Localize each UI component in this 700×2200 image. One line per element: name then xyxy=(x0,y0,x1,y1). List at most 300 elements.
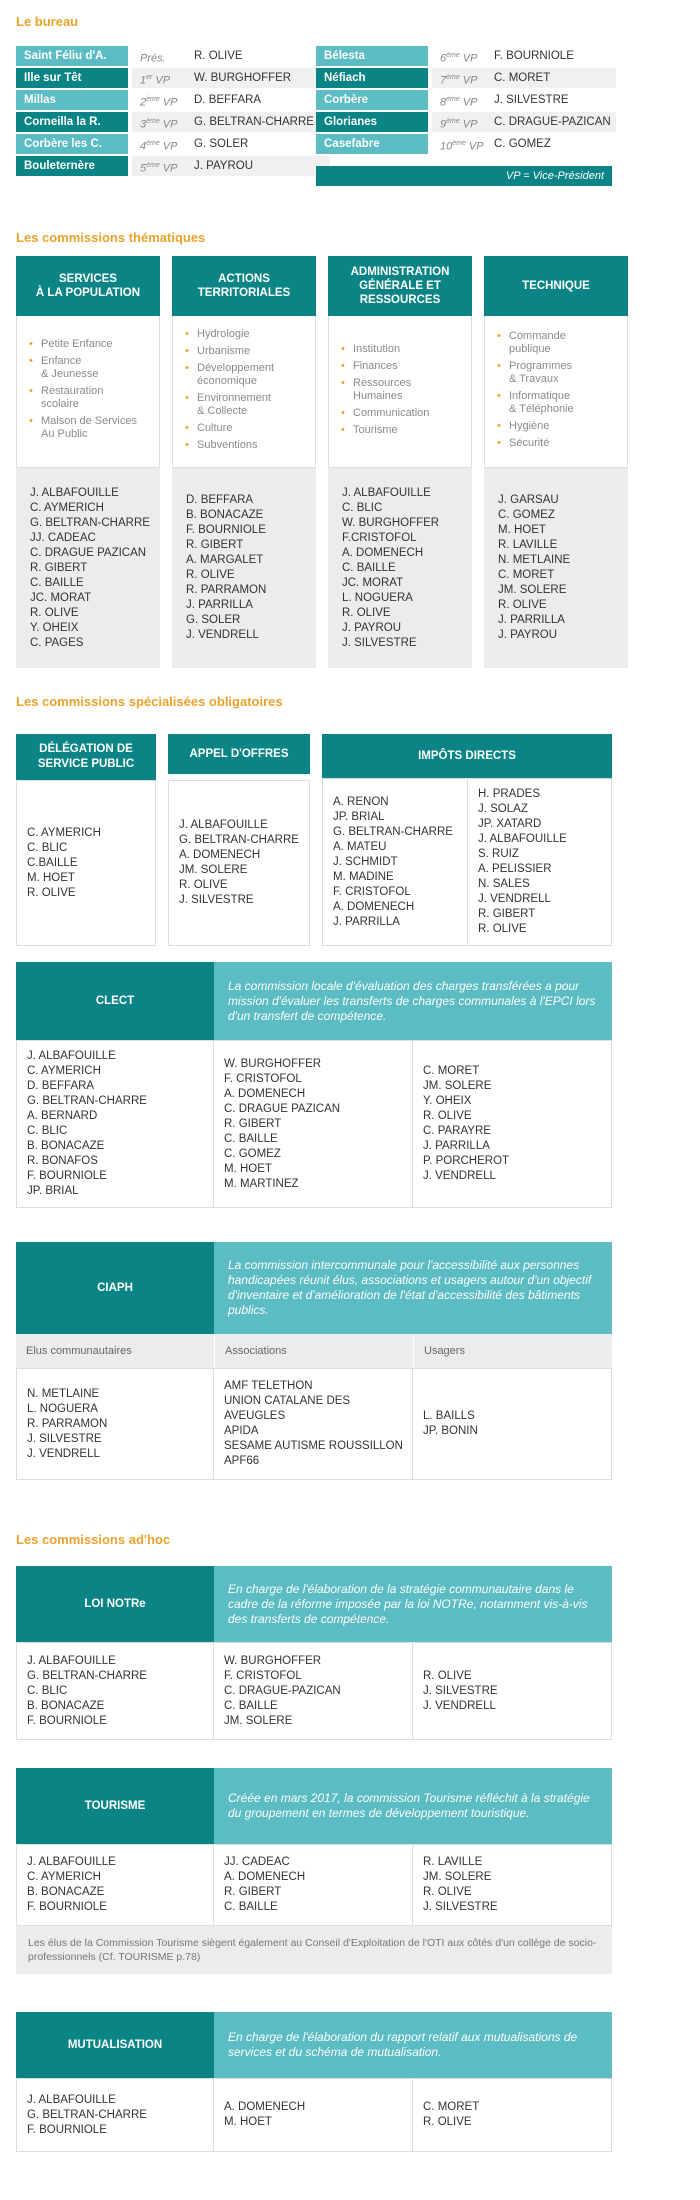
dsp-header-line: SERVICE PUBLIC xyxy=(37,758,135,770)
member-name: J. PARRILLA xyxy=(186,599,253,611)
topic-line: • Enfance xyxy=(41,355,82,367)
member-name: C. BLIC xyxy=(342,501,383,514)
bureau-role-number: Prés. xyxy=(140,52,166,65)
bureau-role xyxy=(132,90,186,110)
clect-members-col2 xyxy=(214,1040,413,1208)
member-name: W. BURGHOFFER xyxy=(342,516,440,529)
topic-item xyxy=(185,439,305,452)
member-name: H. PRADES xyxy=(478,788,540,800)
bureau-role-sup: ème xyxy=(446,96,460,103)
topic-item xyxy=(29,385,149,411)
mutualisation-description: En charge de l'élaboration du rapport relatif aux mutualisations de services et du schéma de mutualisation. xyxy=(214,2012,612,2078)
bureau-role xyxy=(432,134,486,154)
thematic-header-line: À LA POPULATION xyxy=(35,287,141,299)
member-name: J. SILVESTRE xyxy=(342,636,417,649)
mutualisation-members-col3 xyxy=(413,2078,612,2152)
topic-line: • Restauration xyxy=(41,385,104,397)
member-name: F. BOURNIOLE xyxy=(27,1170,107,1182)
member-name: C. BAILLE xyxy=(30,576,84,589)
thematic-members xyxy=(172,468,316,668)
mutualisation-members-col2 xyxy=(214,2078,413,2152)
member-name: JP. BRIAL xyxy=(27,1185,79,1197)
tourisme-members-col1 xyxy=(16,1844,214,1926)
bureau-role-suffix: VP xyxy=(459,52,478,65)
bureau-role-sup: ème xyxy=(146,162,160,169)
member-name: S. RUIZ xyxy=(478,848,519,860)
thematic-header-line: RESSOURCES xyxy=(359,294,441,306)
member-name: J. VENDRELL xyxy=(478,893,551,905)
topic-line: & Téléphonie xyxy=(509,402,574,415)
topic-item xyxy=(29,355,149,381)
topic-item xyxy=(185,392,305,418)
member-name: C. PARAYRE xyxy=(423,1125,491,1137)
ao-header: APPEL D'OFFRES xyxy=(168,734,310,774)
member-name: C. MORET xyxy=(423,2101,480,2113)
member-name: W. BURGHOFFER xyxy=(224,1654,322,1667)
bureau-commune: Bélesta xyxy=(316,46,428,66)
topic-line: • Finances xyxy=(353,359,398,372)
topic-line: • Informatique xyxy=(509,389,571,402)
member-name: C. PAGES xyxy=(30,636,84,649)
topic-line: & Travaux xyxy=(509,372,559,385)
thematic-members xyxy=(16,468,160,668)
member-name: M. HOET xyxy=(224,1162,272,1175)
member-name: R. OLIVE xyxy=(498,599,547,611)
bureau-person: F. BOURNIOLE xyxy=(486,46,616,66)
member-name: AMF TELETHON xyxy=(224,1380,313,1392)
bureau-role-number: 6 xyxy=(440,52,447,65)
topic-line: Au Public xyxy=(41,428,88,440)
bureau-person: C. MORET xyxy=(486,68,616,88)
tourisme-members-col2 xyxy=(214,1844,413,1926)
bureau-role-suffix: VP xyxy=(159,96,178,109)
member-name: JP. XATARD xyxy=(478,818,542,830)
thematic-header-line: ADMINISTRATION xyxy=(350,266,450,278)
bureau-role xyxy=(132,112,186,132)
notre-members-col2 xyxy=(214,1642,413,1740)
ciaph-header: CIAPH xyxy=(16,1242,214,1334)
member-name: J. PAYROU xyxy=(342,621,401,634)
topic-item xyxy=(185,328,305,341)
topic-line: • Communication xyxy=(353,406,430,419)
thematic-header-line: TECHNIQUE xyxy=(522,280,590,292)
topic-item xyxy=(185,345,305,358)
bureau-role xyxy=(132,68,186,88)
member-name: J. VENDRELL xyxy=(423,1699,496,1712)
thematic-header xyxy=(16,256,160,316)
member-name: J. SCHMIDT xyxy=(333,855,398,868)
member-name: R. GIBERT xyxy=(478,908,536,920)
topic-line: • Sécurité xyxy=(509,436,550,449)
bureau-person: G. BELTRAN-CHARRE xyxy=(186,112,330,132)
member-name: A. DOMENECH xyxy=(224,2101,306,2113)
member-name: A. DOMENECH xyxy=(224,1871,306,1883)
member-name: C. BLIC xyxy=(27,1125,68,1137)
member-name: C. MORET xyxy=(423,1065,480,1077)
topic-item xyxy=(341,424,461,437)
member-name: J. VENDRELL xyxy=(27,1447,100,1460)
bureau-role-number: 5 xyxy=(140,162,147,175)
topic-item xyxy=(497,420,617,433)
topic-list xyxy=(497,330,617,454)
clect-header: CLECT xyxy=(16,962,214,1040)
member-name: APIDA xyxy=(224,1425,259,1437)
ciaph-members-col2 xyxy=(214,1368,413,1480)
member-name: J. ALBAFOUILLE xyxy=(27,1654,116,1667)
bureau-person: C. GOMEZ xyxy=(486,134,616,154)
topic-item xyxy=(341,360,461,373)
topic-line: • Environnement xyxy=(197,391,271,404)
member-name: R. GIBERT xyxy=(224,1886,282,1898)
bureau-role-suffix: VP xyxy=(159,140,178,153)
bureau-role xyxy=(432,46,486,66)
member-name: A. RENON xyxy=(333,795,389,808)
member-name: F. CRISTOFOL xyxy=(333,885,411,898)
member-name: P. PORCHEROT xyxy=(423,1155,510,1167)
member-name: C. BAILLE xyxy=(342,561,396,574)
member-name: C. DRAGUE-PAZICAN xyxy=(224,1684,341,1697)
topic-line: • Institution xyxy=(353,342,401,355)
member-name: G. BELTRAN-CHARRE xyxy=(27,1669,147,1682)
bureau-role-sup: ème xyxy=(446,52,460,59)
member-name: J. SILVESTRE xyxy=(423,1684,498,1697)
bureau-role-number: 1 xyxy=(140,74,147,87)
bureau-person: D. BEFFARA xyxy=(186,90,330,110)
member-name: A. DOMENECH xyxy=(179,849,261,861)
member-name: R. OLIVE xyxy=(423,1886,472,1898)
vp-note: VP = Vice-Président xyxy=(316,166,612,186)
member-name: C. GOMEZ xyxy=(498,509,555,521)
member-name: L. NOGUERA xyxy=(27,1402,98,1415)
bureau-commune: Glorianes xyxy=(316,112,428,132)
member-name: APF66 xyxy=(224,1455,260,1467)
ciaph-members-col3 xyxy=(413,1368,612,1480)
dsp-header xyxy=(16,734,156,780)
member-name: F. BOURNIOLE xyxy=(27,1901,107,1913)
tourisme-members-col3 xyxy=(413,1844,612,1926)
bureau-role-suffix: VP xyxy=(459,74,478,87)
member-name: Y. OHEIX xyxy=(423,1095,472,1107)
thematic-header-line: SERVICES xyxy=(59,273,117,285)
member-name: JC. MORAT xyxy=(342,576,404,589)
bureau-role-sup: ème xyxy=(452,140,466,147)
member-name: J. ALBAFOUILLE xyxy=(478,833,567,845)
ciaph-sub-elus: Elus communautaires xyxy=(16,1334,214,1368)
bureau-role-suffix: VP xyxy=(465,140,484,153)
member-name: F. CRISTOFOL xyxy=(224,1669,302,1682)
topic-line: publique xyxy=(509,342,551,355)
thematic-members xyxy=(328,468,472,668)
bureau-person: C. DRAGUE-PAZICAN xyxy=(486,112,616,132)
member-name: J. ALBAFOUILLE xyxy=(27,2093,116,2106)
member-name: A. DOMENECH xyxy=(333,900,415,913)
topic-list xyxy=(29,338,149,445)
bureau-role xyxy=(132,46,186,66)
thematic-header-text xyxy=(522,279,590,293)
member-name: R. OLIVE xyxy=(179,879,228,891)
adhoc-title: Les commissions ad'hoc xyxy=(16,1532,171,1547)
topic-item xyxy=(497,360,617,386)
member-name: M. HOET xyxy=(498,524,546,536)
ciaph-description: La commission intercommunale pour l'accessibilité aux personnes handicapées réunit élus, associations et usagers autour d'un objectif d'inventaire et d'amélioration de l'état d'accessibilité des bâtiments publics. xyxy=(214,1242,612,1334)
member-name: R. OLIVE xyxy=(186,569,235,581)
bureau-role-number: 8 xyxy=(440,96,447,109)
member-name: L. BAILLS xyxy=(423,1410,475,1422)
notre-members-col1 xyxy=(16,1642,214,1740)
bureau-person: J. PAYROU xyxy=(186,156,330,176)
member-name: C. BAILLE xyxy=(224,1699,278,1712)
thematic-header-text xyxy=(198,272,290,300)
member-name: C. BAILLE xyxy=(224,1132,278,1145)
bureau-role-number: 3 xyxy=(140,118,147,131)
member-name: B. BONACAZE xyxy=(27,1886,105,1898)
member-name: J. PARRILLA xyxy=(333,915,400,928)
bureau-commune: Néfiach xyxy=(316,68,428,88)
member-name: JJ. CADEAC xyxy=(30,531,96,544)
member-name: J. VENDRELL xyxy=(423,1170,496,1182)
member-name: D. BEFFARA xyxy=(27,1080,95,1092)
member-name: C. BLIC xyxy=(27,841,68,854)
topic-list xyxy=(185,328,305,456)
member-name: JJ. CADEAC xyxy=(224,1856,290,1868)
clect-members-col1 xyxy=(16,1040,214,1208)
bureau-role xyxy=(432,90,486,110)
member-name: M. HOET xyxy=(224,2116,272,2128)
topic-line: • Hydrologie xyxy=(197,327,250,340)
bureau-role xyxy=(132,134,186,154)
member-name: B. BONACAZE xyxy=(186,509,264,521)
thematic-topics xyxy=(172,316,316,468)
bureau-role xyxy=(132,156,186,176)
dsp-header-line: DÉLÉGATION DE xyxy=(39,743,133,755)
impots-members-col2 xyxy=(468,778,612,946)
topic-item xyxy=(29,415,149,441)
member-name: R. OLIVE xyxy=(30,606,79,619)
bureau-person: W. BURGHOFFER xyxy=(186,68,330,88)
member-name: JM. SOLERE xyxy=(423,1871,492,1883)
member-name: C. BLIC xyxy=(27,1684,68,1697)
member-name: J. ALBAFOUILLE xyxy=(27,1050,116,1062)
topic-line: • Culture xyxy=(197,421,233,434)
member-name: F. BOURNIOLE xyxy=(27,1714,107,1727)
member-name: R. OLIVE xyxy=(478,923,527,935)
member-name: R. LAVILLE xyxy=(498,539,558,551)
member-name: JC. MORAT xyxy=(30,591,92,604)
thematic-topics xyxy=(16,316,160,468)
member-name: M. MADINE xyxy=(333,870,394,883)
member-name: R. PARRAMON xyxy=(186,584,267,596)
member-name: JP. BONIN xyxy=(423,1425,478,1437)
member-name: C. AYMERICH xyxy=(27,1065,101,1077)
topic-line: • Urbanisme xyxy=(197,344,251,357)
topic-line: & Collecte xyxy=(197,404,248,417)
notre-description: En charge de l'élaboration de la stratégie communautaire dans le cadre de la réforme imposée par la loi NOTRe, notamment vis-à-vis des transferts de compétence. xyxy=(214,1566,612,1642)
bureau-role-sup: er xyxy=(146,74,153,81)
thematic-header-line: GÉNÉRALE ET xyxy=(359,280,441,292)
bureau-role-suffix: VP xyxy=(159,162,178,175)
mutualisation-members-col1 xyxy=(16,2078,214,2152)
thematic-header xyxy=(328,256,472,316)
member-name: R. GIBERT xyxy=(224,1117,282,1130)
member-name: A. BERNARD xyxy=(27,1110,98,1122)
member-name: C. AYMERICH xyxy=(27,1871,101,1883)
topic-line: • Tourisme xyxy=(353,423,398,436)
member-name: J. GARSAU xyxy=(498,494,559,506)
ao-members xyxy=(168,780,310,946)
clect-members-col3 xyxy=(413,1040,612,1208)
member-name: C. DRAGUE PAZICAN xyxy=(224,1102,341,1115)
member-name: M. MARTINEZ xyxy=(224,1177,299,1190)
member-name: C. AYMERICH xyxy=(30,501,104,514)
bureau-role-number: 10 xyxy=(440,140,453,153)
bureau-role xyxy=(432,68,486,88)
topic-line: • Programmes xyxy=(509,359,572,372)
thematic-topics xyxy=(484,316,628,468)
topic-item xyxy=(185,362,305,388)
notre-header: LOI NOTRe xyxy=(16,1566,214,1642)
bureau-role-suffix: VP xyxy=(159,118,178,131)
thematic-members xyxy=(484,468,628,668)
member-name: R. OLIVE xyxy=(423,1110,472,1122)
bureau-role xyxy=(432,112,486,132)
member-name: J. VENDRELL xyxy=(186,629,259,641)
bureau-role-suffix: VP xyxy=(459,118,478,131)
member-name: A. MARGALET xyxy=(186,554,264,566)
bureau-person: J. SILVESTRE xyxy=(486,90,616,110)
member-name: J. SOLAZ xyxy=(478,803,528,815)
impots-members-col1 xyxy=(322,778,468,946)
member-name: R. BONAFOS xyxy=(27,1155,98,1167)
member-name: JM. SOLERE xyxy=(423,1080,492,1092)
topic-line: & Jeunesse xyxy=(41,368,99,380)
member-name: J. SILVESTRE xyxy=(179,894,254,906)
bureau-commune: Corneilla la R. xyxy=(16,112,128,132)
topic-line: • Petite Enfance xyxy=(41,338,113,350)
topic-line: Humaines xyxy=(353,389,403,402)
member-name: A. DOMENECH xyxy=(224,1087,306,1100)
member-name: F. CRISTOFOL xyxy=(224,1072,302,1085)
thematic-header-text xyxy=(351,265,450,307)
thematic-header xyxy=(484,256,628,316)
topic-item xyxy=(497,437,617,450)
member-name: A. DOMENECH xyxy=(342,546,424,559)
ciaph-members-col1 xyxy=(16,1368,214,1480)
specialised-title: Les commissions spécialisées obligatoires xyxy=(16,694,283,709)
member-name: N. METLAINE xyxy=(498,554,571,566)
bureau-commune: Casefabre xyxy=(316,134,428,154)
topic-list xyxy=(341,343,461,441)
mutualisation-header: MUTUALISATION xyxy=(16,2012,214,2078)
member-name: R. GIBERT xyxy=(186,539,244,551)
ciaph-sub-usagers: Usagers xyxy=(413,1334,612,1368)
member-name: G. BELTRAN-CHARRE xyxy=(333,825,453,838)
member-name: G. SOLER xyxy=(186,614,241,626)
member-name: F. BOURNIOLE xyxy=(27,2123,107,2136)
bureau-role-sup: ème xyxy=(446,118,460,125)
bureau-role-sup: ème xyxy=(146,96,160,103)
bureau-role-sup: ème xyxy=(446,74,460,81)
member-name: R. GIBERT xyxy=(30,561,88,574)
member-name: C. BAILLE xyxy=(224,1901,278,1913)
topic-item xyxy=(29,338,149,351)
topic-line: • Développement xyxy=(197,361,275,374)
topic-line: • Commande xyxy=(509,329,566,342)
thematic-header-line: TERRITORIALES xyxy=(197,287,291,299)
member-name: B. BONACAZE xyxy=(27,1140,105,1152)
impots-header: IMPÔTS DIRECTS xyxy=(322,734,612,778)
member-name: B. BONACAZE xyxy=(27,1699,105,1712)
topic-item xyxy=(341,343,461,356)
member-name: AVEUGLES xyxy=(224,1410,286,1422)
dsp-members xyxy=(16,780,156,946)
member-name: G. BELTRAN-CHARRE xyxy=(27,1095,147,1107)
thematic-topics xyxy=(328,316,472,468)
thematic-header xyxy=(172,256,316,316)
member-name: C. GOMEZ xyxy=(224,1147,281,1160)
ciaph-sub-associations: Associations xyxy=(214,1334,413,1368)
topic-line: économique xyxy=(197,374,257,387)
topic-line: scolaire xyxy=(41,398,79,410)
bureau-role-number: 7 xyxy=(440,74,447,87)
member-name: N. METLAINE xyxy=(27,1387,100,1400)
member-name: D. BEFFARA xyxy=(186,494,254,506)
topic-item xyxy=(185,422,305,435)
tourisme-header: TOURISME xyxy=(16,1768,214,1844)
bureau-commune: Bouleternère xyxy=(16,156,128,176)
member-name: C. MORET xyxy=(498,569,555,581)
bureau-person: G. SOLER xyxy=(186,134,330,154)
thematic-header-text xyxy=(36,272,140,300)
member-name: J. PARRILLA xyxy=(498,614,565,626)
topic-line: • Subventions xyxy=(197,438,258,451)
notre-members-col3 xyxy=(413,1642,612,1740)
bureau-role-sup: ème xyxy=(146,118,160,125)
member-name: J. SILVESTRE xyxy=(27,1432,102,1445)
member-name: R. OLIVE xyxy=(342,606,391,619)
member-name: A. MATEU xyxy=(333,840,387,853)
member-name: G. BELTRAN-CHARRE xyxy=(30,516,150,529)
member-name: R. PARRAMON xyxy=(27,1417,108,1430)
member-name: UNION CATALANE DES xyxy=(224,1395,351,1407)
member-name: J. ALBAFOUILLE xyxy=(30,486,119,499)
member-name: C. AYMERICH xyxy=(27,826,101,839)
bureau-role-suffix: VP xyxy=(459,96,478,109)
clect-description: La commission locale d'évaluation des charges transférées a pour mission d'évaluer les transferts de charges communales à l'EPCI lors d'un transfert de compétence. xyxy=(214,962,612,1040)
bureau-commune: Corbère xyxy=(316,90,428,110)
bureau-role-number: 4 xyxy=(140,140,147,153)
topic-item xyxy=(497,390,617,416)
topic-line: • Hygiène xyxy=(509,419,550,432)
member-name: SESAME AUTISME ROUSSILLON xyxy=(224,1440,403,1452)
member-name: G. BELTRAN-CHARRE xyxy=(27,2108,147,2121)
member-name: W. BURGHOFFER xyxy=(224,1057,322,1070)
member-name: JM. SOLERE xyxy=(179,864,248,876)
member-name: R. LAVILLE xyxy=(423,1856,483,1868)
bureau-role-suffix: VP xyxy=(152,74,171,87)
member-name: J. ALBAFOUILLE xyxy=(27,1856,116,1868)
bureau-role-sup: ème xyxy=(146,140,160,147)
bureau-role-number: 9 xyxy=(440,118,447,131)
member-name: C.BAILLE xyxy=(27,856,78,869)
member-name: R. OLIVE xyxy=(27,886,76,899)
member-name: F. BOURNIOLE xyxy=(186,524,266,536)
topic-line: • Maison de Services xyxy=(41,415,137,427)
bureau-commune: Millas xyxy=(16,90,128,110)
thematic-title: Les commissions thématiques xyxy=(16,230,206,245)
tourisme-note: Les élus de la Commission Tourisme siègent également au Conseil d'Exploitation de l'OTI aux côtés d'un collège de socio-professionnels (Cf. TOURISME p.78) xyxy=(16,1926,612,1974)
topic-item xyxy=(341,407,461,420)
topic-item xyxy=(497,330,617,356)
